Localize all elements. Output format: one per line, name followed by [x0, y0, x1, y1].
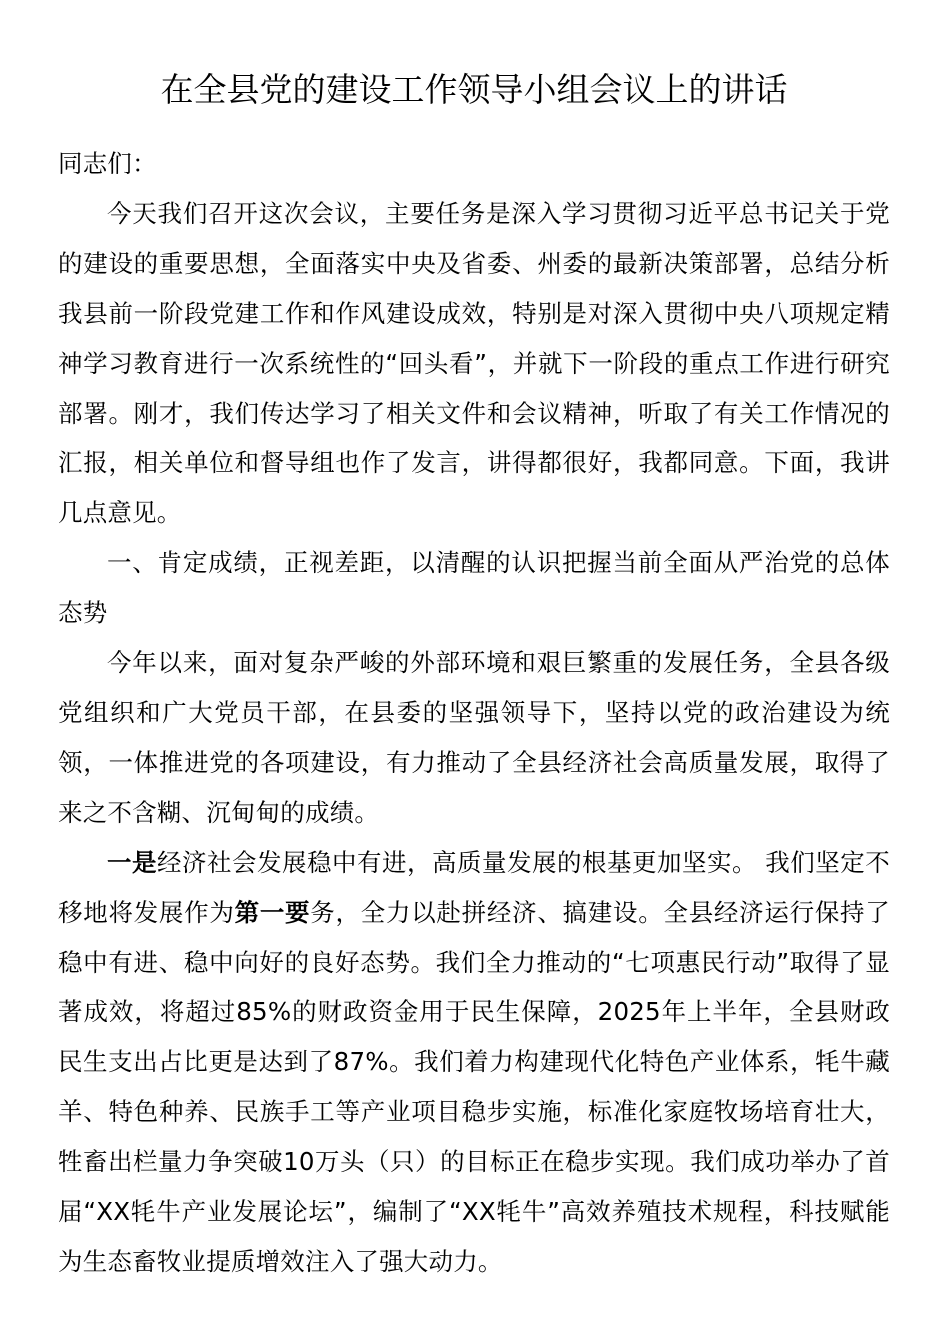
- point-one-bold: 第一要: [234, 897, 311, 927]
- document-title: 在全县党的建设工作领导小组会议上的讲话: [160, 70, 788, 109]
- point-one-text-a: 经济社会发展稳中有进，高质量发展的根基更加坚实。 我们坚定不移地将发展作为: [58, 847, 890, 927]
- paragraph-achievements: 今年以来，面对复杂严峻的外部环境和艰巨繁重的发展任务，全县各级党组织和广大党员干部，在县委的坚强领导下，坚持以党的政治建设为统领，一体推进党的各项建设，有力推动了全县经济社会高质量发展，取得了来之不含糊、沉甸甸的成绩。: [58, 648, 890, 827]
- paragraph-intro: 今天我们召开这次会议，主要任务是深入学习贯彻习近平总书记关于党的建设的重要思想，全面落实中央及省委、州委的最新决策部署，总结分析我县前一阶段党建工作和作风建设成效，特别是对深入贯彻中央八项规定精神学习教育进行一次系统性的“回头看”，并就下一阶段的重点工作进行研究部署。刚才，我们传达学习了相关文件和会议精神，听取了有关工作情况的汇报，相关单位和督导组也作了发言，讲得都很好，我都同意。下面，我讲几点意见。: [58, 198, 890, 528]
- salutation: 同志们：: [58, 149, 157, 178]
- section-heading-1: 一、肯定成绩，正视差距，以清醒的认识把握当前全面从严治党的总体态势: [58, 548, 890, 628]
- point-one-text-b: 务，全力以赴拼经济、搞建设。全县经济运行保持了稳中有进、稳中向好的良好态势。我们全力推动的“七项惠民行动”取得了显著成效，将超过85%的财政资金用于民生保障，2025年上半年，全县财政民生支出占比更是达到了87%。我们着力构建现代化特色产业体系，牦牛藏羊、特色种养、民族手工等产业项目稳步实施，标准化家庭牧场培育壮大，牲畜出栏量力争突破10万头（只）的目标正在稳步实现。我们成功举办了首届“XX牦牛产业发展论坛”，编制了“XX牦牛”高效养殖技术规程，科技赋能为生态畜牧业提质增效注入了强大动力。: [58, 897, 890, 1276]
- point-one-lead: 一是: [107, 847, 157, 877]
- document-body: [58, 139, 890, 1287]
- paragraph-point-one: [58, 838, 890, 1287]
